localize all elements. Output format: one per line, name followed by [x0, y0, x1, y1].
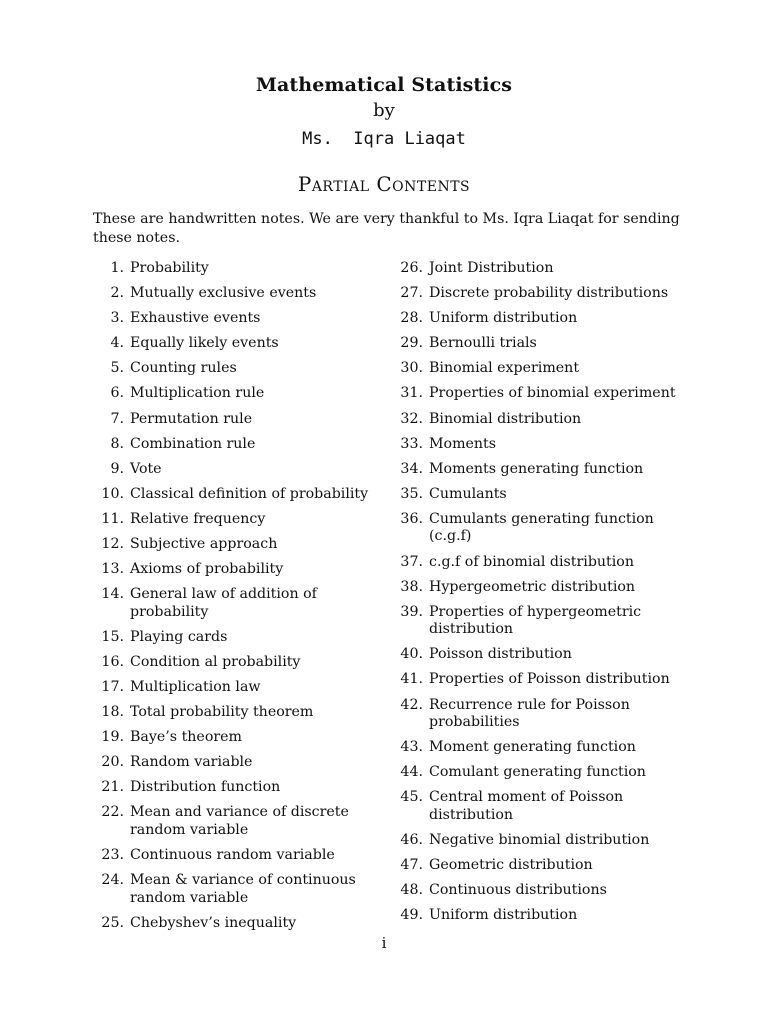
- toc-entry-number: 33.: [400, 435, 423, 452]
- toc-entry-number: 13.: [101, 561, 124, 578]
- toc-entry-number: 29.: [400, 335, 423, 352]
- toc-entry: [392, 411, 682, 429]
- toc-entry-title: c.g.f of binomial distribution: [429, 553, 634, 570]
- toc-entry-number: 22.: [101, 804, 124, 821]
- toc-entry-title: Exhaustive events: [130, 310, 261, 327]
- toc-entry-title: Continuous distributions: [429, 882, 607, 899]
- toc-entry-title: General law of addition of probability: [130, 586, 317, 620]
- toc-entry-number: 37.: [400, 553, 423, 570]
- toc-entry-title: Chebyshev’s inequality: [130, 914, 297, 931]
- toc-entry-title: Cumulants: [429, 485, 507, 502]
- toc-entry-number: 26.: [400, 260, 423, 276]
- toc-entry: [93, 847, 383, 865]
- toc-entry-number: 5.: [110, 360, 124, 377]
- toc-entry-number: 40.: [400, 646, 423, 663]
- toc-entry-number: 23.: [101, 847, 124, 864]
- toc-entry: [392, 646, 682, 664]
- toc-entry-number: 45.: [400, 789, 423, 806]
- toc-entry: [93, 729, 383, 747]
- toc-entry-title: Axioms of probability: [130, 561, 284, 578]
- toc-entry-title: Bernoulli trials: [429, 335, 537, 352]
- toc-entry: [392, 697, 682, 732]
- toc-entry-title: Vote: [130, 460, 162, 477]
- toc-entry: [93, 436, 383, 454]
- toc-entry-number: 49.: [400, 907, 423, 924]
- toc-entry-number: 32.: [400, 410, 423, 427]
- toc-entry-number: 1.: [110, 260, 124, 276]
- toc-entry-number: 4.: [110, 335, 124, 352]
- toc-entry-title: Central moment of Poisson distribution: [429, 789, 624, 823]
- toc-entry-number: 31.: [400, 385, 423, 402]
- toc-entry-number: 43.: [400, 739, 423, 756]
- toc-entry-title: Relative frequency: [130, 510, 266, 527]
- toc-entry: [93, 536, 383, 554]
- toc-entry: [93, 629, 383, 647]
- toc-entry-number: 47.: [400, 856, 423, 873]
- toc-entry-title: Moment generating function: [429, 739, 636, 756]
- toc-entry-number: 27.: [400, 285, 423, 302]
- toc-entry: [392, 461, 682, 479]
- toc-entry: [93, 310, 383, 328]
- toc-entry: [392, 486, 682, 504]
- toc-entry-title: Uniform distribution: [429, 310, 578, 327]
- toc-entry-title: Playing cards: [130, 628, 228, 645]
- toc-entry-title: Equally likely events: [130, 335, 279, 352]
- section-title: Partial Contents: [297, 172, 471, 196]
- toc-entry-title: Properties of binomial experiment: [429, 385, 676, 402]
- toc-entry: [93, 804, 383, 839]
- toc-entry-number: 39.: [400, 603, 423, 620]
- toc-entry: [392, 907, 682, 925]
- toc-entry: [93, 586, 383, 621]
- author-name: Ms. Iqra Liaqat: [302, 129, 466, 149]
- toc-entry-number: 17.: [101, 679, 124, 695]
- toc-entry-number: 34.: [400, 460, 423, 477]
- toc-entry-number: 35.: [400, 485, 423, 502]
- toc-entry-number: 28.: [400, 310, 423, 327]
- toc-right-column: [392, 260, 682, 932]
- toc-entry: [93, 679, 383, 697]
- toc-entry-number: 12.: [101, 536, 124, 553]
- toc-entry-number: 6.: [110, 385, 124, 402]
- toc-entry-title: Negative binomial distribution: [429, 831, 650, 848]
- toc-entry: [93, 461, 383, 479]
- toc-entry-title: Condition al probability: [130, 653, 301, 670]
- toc-entry-number: 36.: [400, 510, 423, 527]
- toc-entry-title: Counting rules: [130, 360, 237, 377]
- toc-entry: [93, 561, 383, 579]
- toc-entry: [93, 285, 383, 303]
- toc-entry-number: 24.: [101, 872, 124, 889]
- toc-entry-title: Joint Distribution: [429, 260, 554, 276]
- toc-entry-title: Moments: [429, 435, 497, 452]
- toc-entry: [93, 486, 383, 504]
- toc-entry: [93, 915, 383, 933]
- toc-entry-title: Total probability theorem: [130, 704, 314, 721]
- toc-entry-number: 10.: [101, 485, 124, 502]
- toc-entry: [392, 436, 682, 454]
- toc-entry-title: Geometric distribution: [429, 856, 593, 873]
- toc-entry-title: Combination rule: [130, 435, 256, 452]
- toc-entry-title: Poisson distribution: [429, 646, 572, 663]
- document-title: Mathematical Statistics: [255, 74, 513, 96]
- toc-entry-number: 30.: [400, 360, 423, 377]
- toc-entry-number: 2.: [110, 285, 124, 302]
- toc-entry-number: 11.: [101, 510, 124, 527]
- toc-entry-title: Cumulants generating function (c.g.f): [429, 510, 654, 545]
- toc-entry-number: 3.: [110, 310, 124, 327]
- toc-entry-title: Random variable: [130, 754, 253, 771]
- toc-entry: [392, 285, 682, 303]
- toc-entry: [93, 704, 383, 722]
- toc-entry: [93, 360, 383, 378]
- toc-entry-title: Recurrence rule for Poisson probabilities: [429, 696, 630, 730]
- toc-entry-number: 41.: [400, 671, 423, 688]
- toc-entry: [392, 360, 682, 378]
- toc-entry: [392, 764, 682, 782]
- toc-entry-title: Mean and variance of discrete random variable: [130, 804, 349, 838]
- toc-entry-title: Comulant generating function: [429, 764, 646, 781]
- toc-entry: [392, 554, 682, 572]
- toc-entry: [93, 779, 383, 797]
- toc-entry-title: Continuous random variable: [130, 847, 335, 864]
- toc-entry-number: 15.: [101, 628, 124, 645]
- toc-entry: [392, 260, 682, 278]
- toc-entry-title: Binomial experiment: [429, 360, 580, 377]
- toc-entry-number: 9.: [110, 460, 124, 477]
- toc-entry: [392, 739, 682, 757]
- toc-left-column: [93, 260, 383, 940]
- page-number: i: [381, 934, 387, 952]
- toc-entry: [392, 832, 682, 850]
- toc-entry-number: 19.: [101, 729, 124, 746]
- toc-entry-number: 42.: [400, 696, 423, 713]
- toc-entry-number: 16.: [101, 653, 124, 670]
- toc-entry: [93, 654, 383, 672]
- toc-entry: [392, 882, 682, 900]
- intro-paragraph: These are handwritten notes. We are very thankful to Ms. Iqra Liaqat for sending these notes.: [93, 211, 680, 246]
- toc-entry: [93, 385, 383, 403]
- toc-entry-title: Hypergeometric distribution: [429, 578, 636, 595]
- toc-entry-number: 48.: [400, 882, 423, 899]
- toc-entry: [392, 310, 682, 328]
- toc-entry-number: 44.: [400, 764, 423, 781]
- toc-entry: [93, 872, 383, 907]
- toc-entry-number: 46.: [400, 831, 423, 848]
- toc-entry-title: Probability: [130, 260, 209, 276]
- toc-entry-number: 14.: [101, 586, 124, 603]
- byline-word: by: [373, 100, 395, 121]
- toc-entry-number: 21.: [101, 779, 124, 796]
- toc-entry: [392, 385, 682, 403]
- toc-entry-title: Properties of hypergeometric distribution: [429, 603, 642, 638]
- toc-entry-title: Multiplication law: [130, 679, 261, 695]
- toc-entry: [392, 604, 682, 639]
- toc-entry: [392, 579, 682, 597]
- toc-entry-title: Permutation rule: [130, 410, 253, 427]
- toc-entry-title: Distribution function: [130, 779, 281, 796]
- toc-entry: [392, 511, 682, 546]
- toc-entry-title: Moments generating function: [429, 460, 644, 477]
- toc-entry-number: 25.: [101, 914, 124, 931]
- toc-entry-title: Properties of Poisson distribution: [429, 671, 670, 688]
- toc-entry-title: Baye’s theorem: [130, 729, 243, 746]
- toc-entry-number: 38.: [400, 578, 423, 595]
- toc-entry: [93, 511, 383, 529]
- toc-entry-number: 20.: [101, 754, 124, 771]
- toc-entry-title: Multiplication rule: [130, 385, 265, 402]
- toc-entry-title: Uniform distribution: [429, 907, 578, 924]
- toc-entry: [93, 335, 383, 353]
- toc-entry: [392, 671, 682, 689]
- toc-entry-number: 8.: [110, 435, 124, 452]
- toc-entry-title: Mean & variance of continuous random variable: [130, 872, 356, 906]
- toc-entry: [392, 335, 682, 353]
- toc-entry-title: Discrete probability distributions: [429, 285, 669, 302]
- toc-entry: [93, 754, 383, 772]
- toc-entry-title: Subjective approach: [130, 536, 278, 553]
- toc-entry-title: Binomial distribution: [429, 410, 582, 427]
- toc-entry-title: Classical definition of probability: [130, 485, 369, 502]
- toc-entry-number: 7.: [110, 410, 124, 427]
- toc-entry-title: Mutually exclusive events: [130, 285, 317, 302]
- toc-entry-number: 18.: [101, 704, 124, 721]
- toc-entry: [392, 857, 682, 875]
- toc-entry: [392, 789, 682, 824]
- toc-entry: [93, 260, 383, 278]
- toc-entry: [93, 411, 383, 429]
